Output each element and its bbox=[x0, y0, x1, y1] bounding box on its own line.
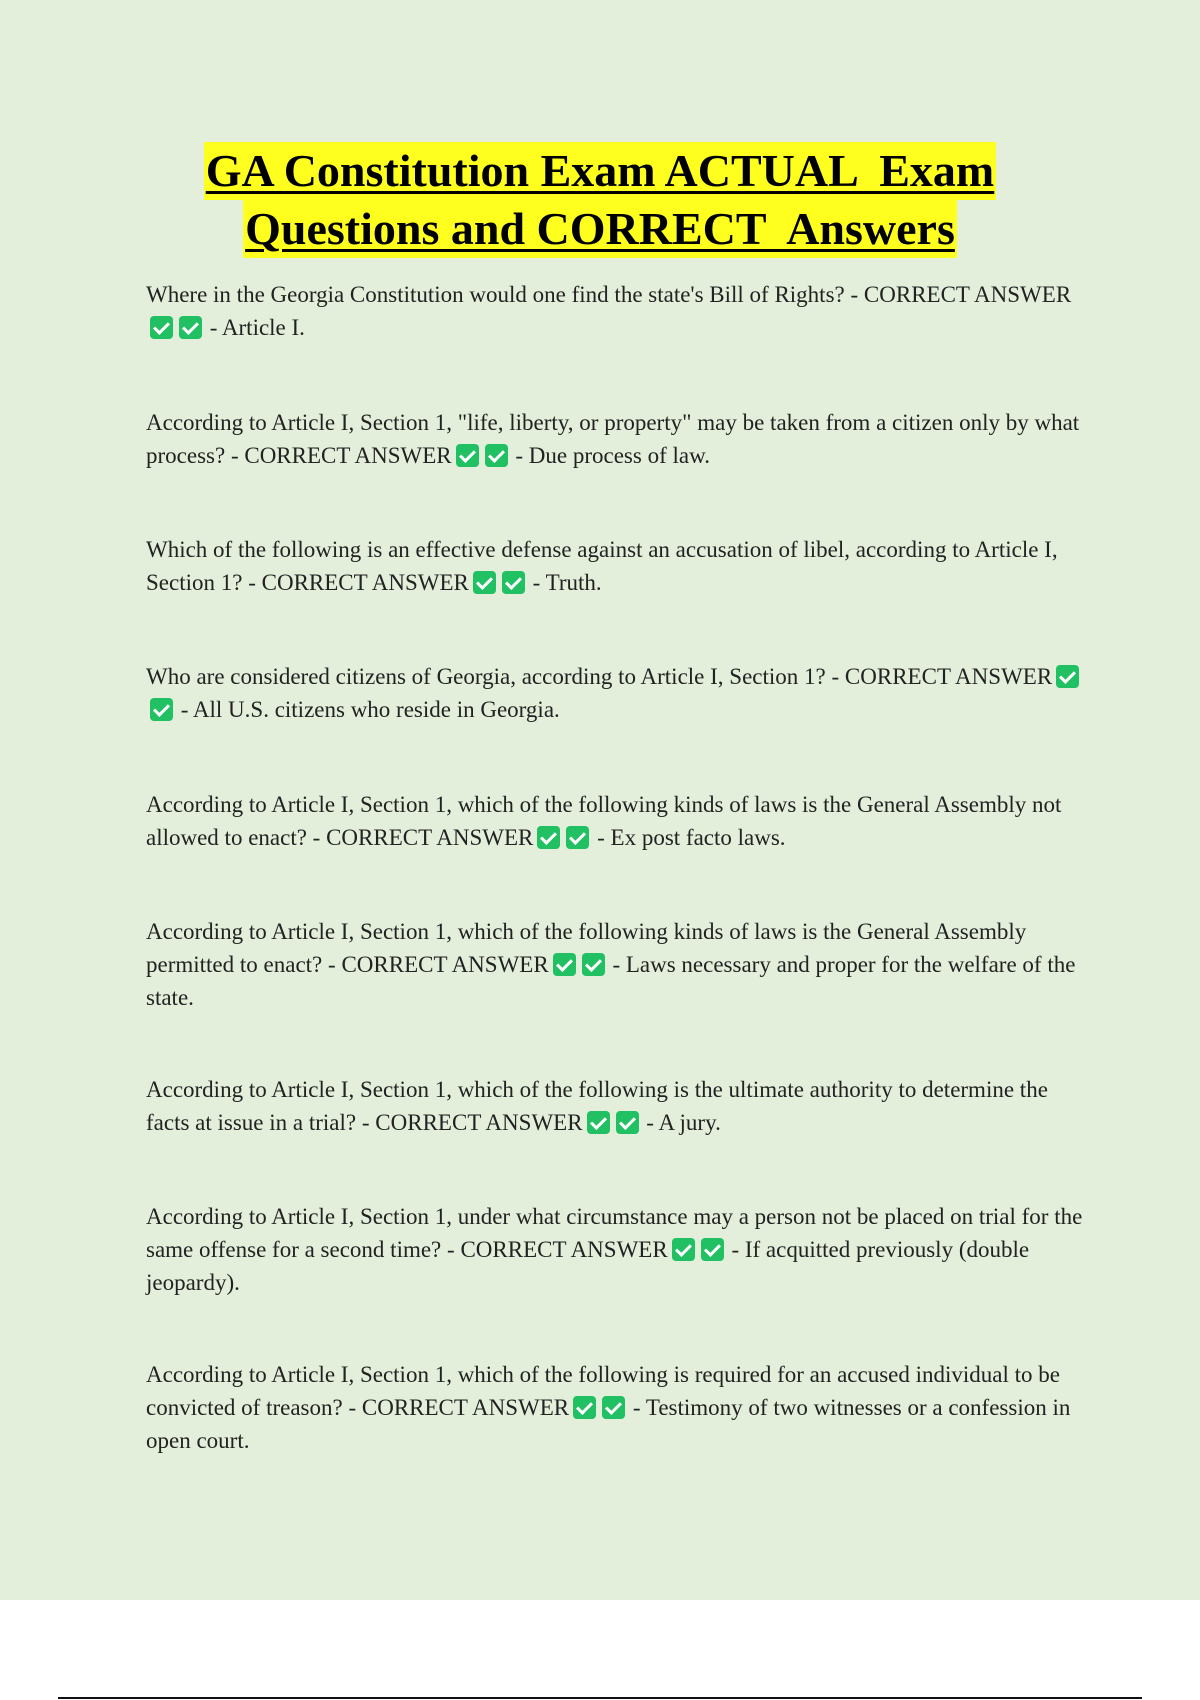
green-checkmark-icon bbox=[616, 1111, 639, 1134]
question-text: Which of the following is an effective defense against an accusation of libel, according to Article I, Section 1? bbox=[146, 537, 1058, 595]
dash: - bbox=[361, 1110, 370, 1135]
answer-text: If acquitted previously (double jeopardy). bbox=[146, 1237, 1030, 1295]
answer-text: All U.S. citizens who reside in Georgia. bbox=[192, 697, 560, 722]
footer-divider bbox=[58, 1697, 1142, 1699]
green-checkmark-icon bbox=[150, 698, 173, 721]
green-checkmark-icon bbox=[456, 444, 479, 467]
qa-item bbox=[146, 1073, 1092, 1139]
answer-text: Testimony of two witnesses or a confession in open court. bbox=[146, 1395, 1071, 1453]
dash: - bbox=[209, 315, 218, 340]
answer-label: CORRECT ANSWER bbox=[261, 570, 469, 595]
title-line-1: GA Constitution Exam ACTUAL Exam bbox=[204, 142, 997, 200]
question-text: According to Article I, Section 1, under what circumstance may a person not be placed on trial for the same offense for a second time? bbox=[146, 1204, 1083, 1262]
dash: - bbox=[632, 1395, 641, 1420]
qa-item bbox=[146, 406, 1092, 472]
dash: - bbox=[612, 952, 621, 977]
answer-label: CORRECT ANSWER bbox=[341, 952, 549, 977]
dash: - bbox=[597, 825, 605, 850]
answer-label: CORRECT ANSWER bbox=[460, 1237, 668, 1262]
question-text: According to Article I, Section 1, which of the following is required for an accused individual to be convicted of treason? bbox=[146, 1362, 1061, 1420]
qa-item bbox=[146, 1358, 1092, 1457]
document-title bbox=[0, 142, 1200, 258]
question-text: According to Article I, Section 1, "life, liberty, or property" may be taken from a citizen only by what process? bbox=[146, 410, 1080, 468]
dash: - bbox=[646, 1110, 654, 1135]
answer-label: CORRECT ANSWER bbox=[361, 1395, 570, 1420]
dash: - bbox=[312, 825, 321, 850]
green-checkmark-icon bbox=[537, 826, 560, 849]
question-text: Where in the Georgia Constitution would one find the state's Bill of Rights? bbox=[146, 282, 845, 307]
answer-text: Due process of law. bbox=[528, 443, 710, 468]
qa-item bbox=[146, 915, 1092, 1014]
title-line-2: Questions and CORRECT Answers bbox=[243, 200, 957, 258]
answer-text: Article I. bbox=[221, 315, 305, 340]
answer-text: Truth. bbox=[545, 570, 602, 595]
green-checkmark-icon bbox=[502, 571, 525, 594]
dash: - bbox=[850, 282, 859, 307]
qa-item bbox=[146, 533, 1092, 599]
green-checkmark-icon bbox=[553, 953, 576, 976]
answer-text: Laws necessary and proper for the welfare of the state. bbox=[146, 952, 1076, 1010]
dash: - bbox=[230, 443, 239, 468]
question-text: According to Article I, Section 1, which of the following kinds of laws is the General Assembly permitted to enact? bbox=[146, 919, 1027, 977]
answer-label: CORRECT ANSWER bbox=[326, 825, 534, 850]
dash: - bbox=[328, 952, 336, 977]
green-checkmark-icon bbox=[150, 316, 173, 339]
question-text: According to Article I, Section 1, which of the following kinds of laws is the General Assembly not allowed to enact? bbox=[146, 792, 1062, 850]
dash: - bbox=[447, 1237, 455, 1262]
answer-text: A jury. bbox=[658, 1110, 721, 1135]
qa-item bbox=[146, 1200, 1092, 1299]
question-text: According to Article I, Section 1, which of the following is the ultimate authority to determine the facts at issue in a trial? bbox=[146, 1077, 1048, 1135]
answer-label: CORRECT ANSWER bbox=[863, 282, 1072, 307]
answer-label: CORRECT ANSWER bbox=[844, 664, 1053, 689]
dash: - bbox=[731, 1237, 740, 1262]
answer-text: Ex post facto laws. bbox=[610, 825, 786, 850]
dash: - bbox=[532, 570, 541, 595]
green-checkmark-icon bbox=[672, 1238, 695, 1261]
dash: - bbox=[248, 570, 256, 595]
answer-label: CORRECT ANSWER bbox=[244, 443, 452, 468]
green-checkmark-icon bbox=[573, 1396, 596, 1419]
qa-item bbox=[146, 660, 1092, 726]
green-checkmark-icon bbox=[701, 1238, 724, 1261]
dash: - bbox=[831, 664, 840, 689]
dash: - bbox=[348, 1395, 357, 1420]
green-checkmark-icon bbox=[1056, 665, 1079, 688]
green-checkmark-icon bbox=[179, 316, 202, 339]
dash: - bbox=[180, 697, 189, 722]
qa-item bbox=[146, 788, 1092, 854]
question-text: Who are considered citizens of Georgia, according to Article I, Section 1? bbox=[146, 664, 826, 689]
green-checkmark-icon bbox=[566, 826, 589, 849]
qa-item bbox=[146, 278, 1092, 344]
green-checkmark-icon bbox=[587, 1111, 610, 1134]
green-checkmark-icon bbox=[485, 444, 508, 467]
dash: - bbox=[515, 443, 524, 468]
answer-label: CORRECT ANSWER bbox=[375, 1110, 583, 1135]
green-checkmark-icon bbox=[473, 571, 496, 594]
green-checkmark-icon bbox=[582, 953, 605, 976]
green-checkmark-icon bbox=[602, 1396, 625, 1419]
